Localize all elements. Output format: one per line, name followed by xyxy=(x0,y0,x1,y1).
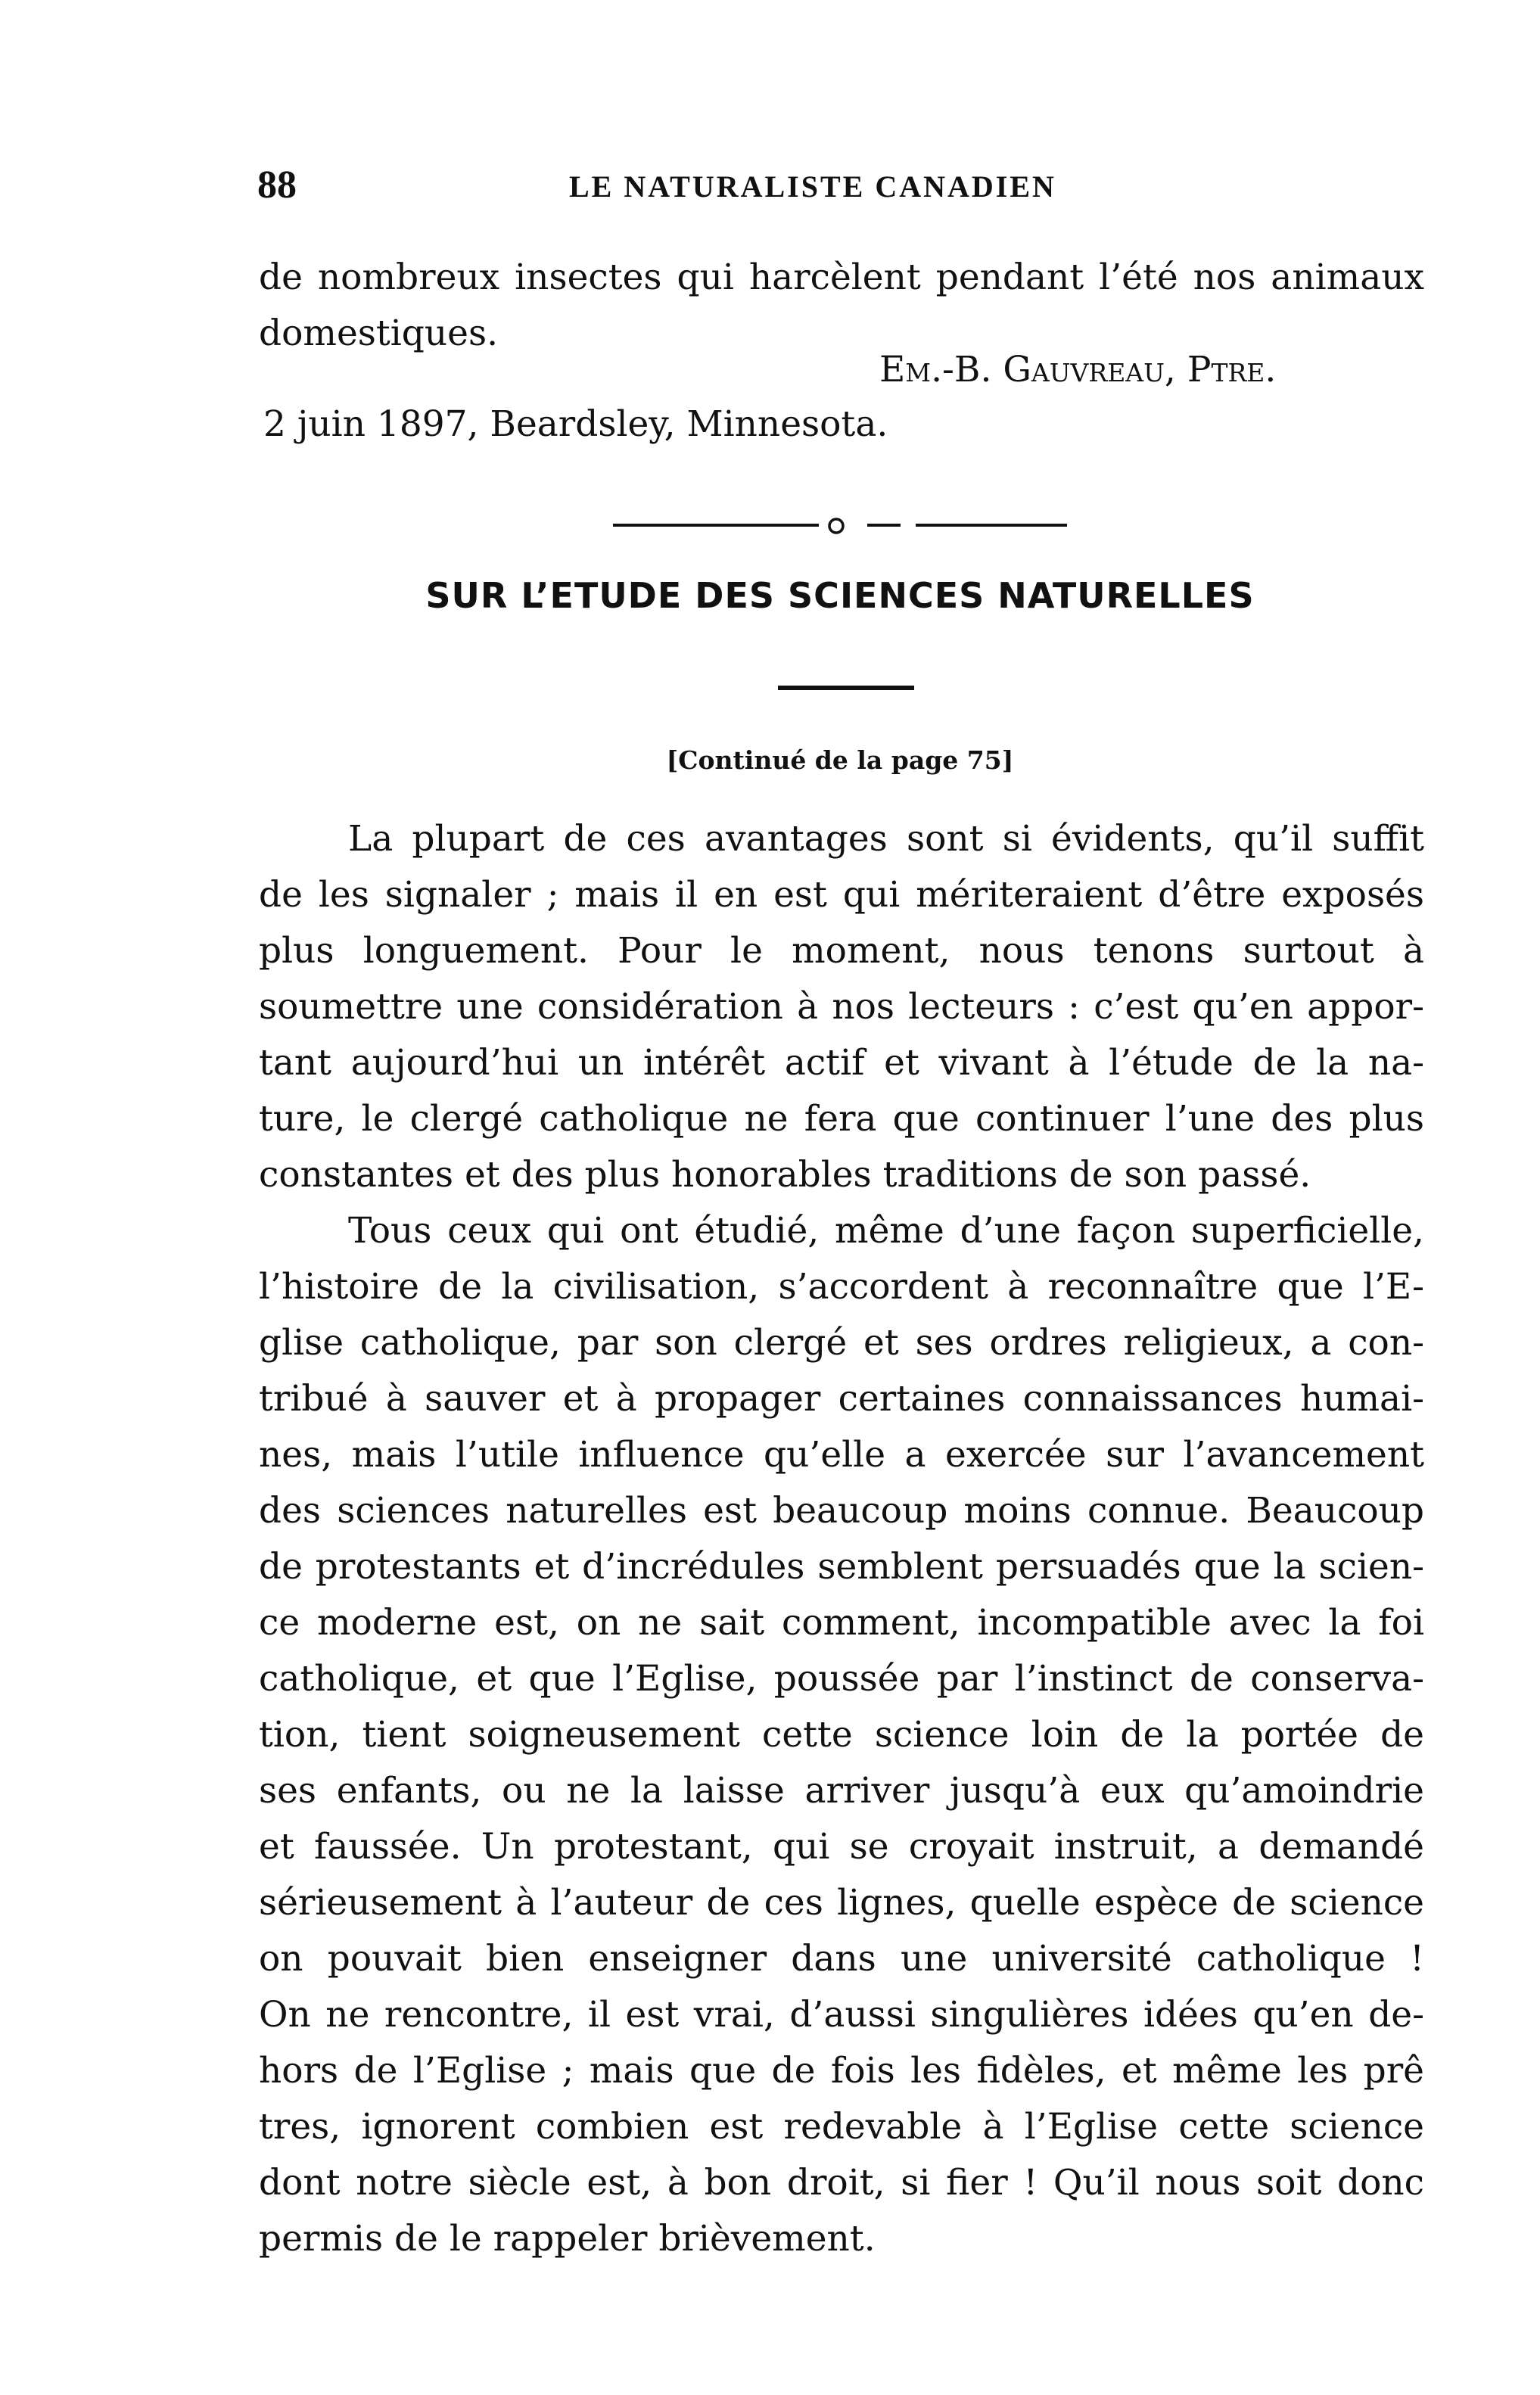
text-line: tres, ignorent combien est redevable à l’Eglise cette science xyxy=(259,2106,1424,2148)
author-signature: Em.-B. Gauvreau, Ptre. xyxy=(879,349,1277,390)
text-line: Tous ceux qui ont étudié, même d’une façon superficielle, xyxy=(348,1210,1424,1252)
text-line: sérieusement à l’auteur de ces lignes, quelle espèce de science xyxy=(259,1882,1424,1924)
paragraph-2 xyxy=(259,1203,1424,2267)
text-line: nes, mais l’utile influence qu’elle a exercée sur l’avancement xyxy=(259,1434,1424,1476)
continuation-note: [Continué de la page 75] xyxy=(666,745,1014,775)
text-line: La plupart de ces avantages sont si évidents, qu’il suffit xyxy=(348,818,1424,860)
text-line: ses enfants, ou ne la laisse arriver jusqu’à eux qu’amoindrie xyxy=(259,1770,1424,1812)
text-line: tion, tient soigneusement cette science loin de la portée de xyxy=(259,1714,1424,1756)
ornamental-divider xyxy=(613,509,1075,539)
previous-article-ending xyxy=(259,250,1424,362)
text-line: l’histoire de la civilisation, s’accordent à reconnaître que l’E- xyxy=(259,1266,1424,1308)
paragraph-1 xyxy=(259,811,1424,1203)
text-line: ture, le clergé catholique ne fera que continuer l’une des plus xyxy=(259,1098,1424,1140)
text-line: soumettre une considération à nos lecteurs : c’est qu’en appor- xyxy=(259,986,1424,1028)
text-line: On ne rencontre, il est vrai, d’aussi singulières idées qu’en de- xyxy=(259,1994,1424,2036)
text-line: dont notre siècle est, à bon droit, si fier ! Qu’il nous soit donc xyxy=(259,2162,1424,2204)
text-line: catholique, et que l’Eglise, poussée par l’instinct de conserva- xyxy=(259,1658,1424,1700)
text-line: constantes et des plus honorables traditions de son passé. xyxy=(259,1154,1311,1196)
text-line: permis de le rappeler brièvement. xyxy=(259,2218,876,2260)
text-line: tant aujourd’hui un intérêt actif et vivant à l’étude de la na- xyxy=(259,1042,1424,1084)
text-line: ce moderne est, on ne sait comment, incompatible avec la foi xyxy=(259,1602,1424,1644)
text-line: domestiques. xyxy=(259,313,499,354)
text-line: des sciences naturelles est beaucoup moins connue. Beaucoup xyxy=(259,1490,1424,1532)
text-line: et faussée. Un protestant, qui se croyait instruit, a demandé xyxy=(259,1826,1424,1868)
text-line: de les signaler ; mais il en est qui mériteraient d’être exposés xyxy=(259,874,1424,916)
text-line: tribué à sauver et à propager certaines connaissances humai- xyxy=(259,1378,1424,1420)
running-title: LE NATURALISTE CANADIEN xyxy=(569,170,1056,204)
text-line: on pouvait bien enseigner dans une université catholique ! xyxy=(259,1938,1424,1980)
text-line: de nombreux insectes qui harcèlent pendant l’été nos animaux xyxy=(259,257,1424,298)
text-line: plus longuement. Pour le moment, nous tenons surtout à xyxy=(259,930,1424,972)
dateline: 2 juin 1897, Beardsley, Minnesota. xyxy=(263,403,888,445)
page-number: 88 xyxy=(257,163,297,207)
title-rule xyxy=(778,686,914,690)
section-title: SUR L’ETUDE DES SCIENCES NATURELLES xyxy=(425,575,1255,616)
text-line: de protestants et d’incrédules semblent persuadés que la scien- xyxy=(259,1546,1424,1588)
text-line: glise catholique, par son clergé et ses ordres religieux, a con- xyxy=(259,1322,1424,1364)
text-line: hors de l’Eglise ; mais que de fois les fidèles, et même les prê xyxy=(259,2050,1424,2092)
page-header xyxy=(257,163,1128,216)
